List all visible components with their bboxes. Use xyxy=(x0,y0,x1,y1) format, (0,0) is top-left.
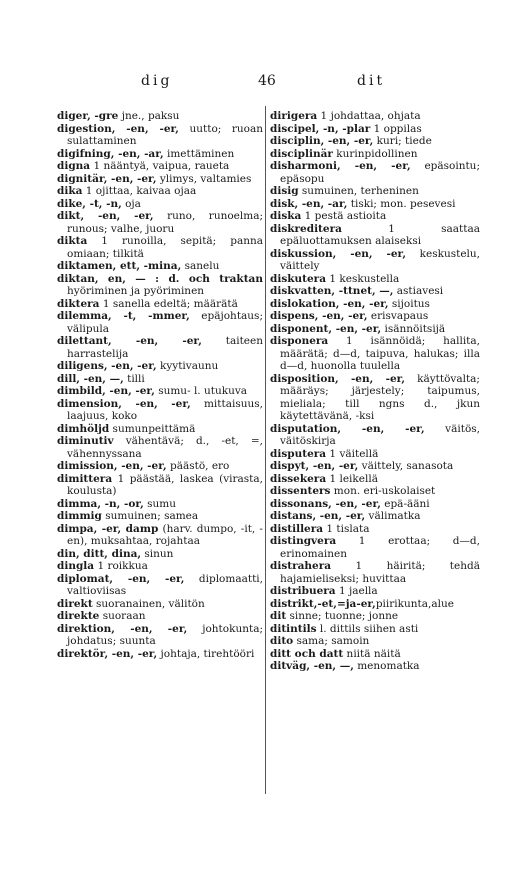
entry-definition: suoraan xyxy=(99,610,146,622)
entry-definition: 1 johdattaa, ohjata xyxy=(317,110,421,122)
dictionary-entry xyxy=(57,360,263,373)
entry-definition: ylimys, valtamies xyxy=(156,172,252,185)
dictionary-entry xyxy=(57,460,263,473)
left-column xyxy=(57,110,263,795)
entry-definition: sinne; tuonne; jonne xyxy=(286,610,399,622)
entry-definition: 1 oppilas xyxy=(370,122,422,135)
dictionary-entry xyxy=(57,198,263,211)
dictionary-entry xyxy=(270,523,480,536)
entry-definition: epä-ääni xyxy=(380,497,430,510)
entry-headword: dispyt, -en, -er, xyxy=(270,460,359,472)
dictionary-entry xyxy=(270,498,480,511)
dictionary-entry xyxy=(270,223,480,248)
dictionary-entry xyxy=(270,535,480,560)
entry-headword: dilemma, -t, -mmer, xyxy=(57,310,190,322)
entry-headword: dimission, -en, -er, xyxy=(57,460,167,472)
dictionary-entry xyxy=(270,298,480,311)
entry-definition: taiteen harrastelija xyxy=(67,335,263,360)
entry-headword: digifning, -en, -ar, xyxy=(57,147,164,160)
entry-headword: dill, -en, —, xyxy=(57,372,124,385)
dictionary-entry xyxy=(270,635,480,648)
entry-definition: 1 roikkua xyxy=(94,560,148,572)
entry-definition: 1 nääntyä, vaipua, raueta xyxy=(90,160,230,172)
entry-definition: tilli xyxy=(123,372,145,385)
dictionary-entry xyxy=(57,335,263,360)
dictionary-entry xyxy=(57,235,263,260)
entry-headword: disponent, -en, -er, xyxy=(270,322,382,335)
entry-definition: 1 väitellä xyxy=(326,447,379,460)
entry-headword: dimhöljd xyxy=(57,422,110,435)
entry-definition: sinun xyxy=(141,547,174,560)
entry-headword: dirigera xyxy=(270,110,318,122)
entry-definition: kuri; tiede xyxy=(373,135,432,147)
dictionary-entry xyxy=(57,273,263,298)
dictionary-entry xyxy=(270,485,480,498)
entry-definition: 1 erottaa; d—d, erinomainen xyxy=(280,535,480,560)
entry-headword: distribuera xyxy=(270,585,336,597)
dictionary-entry xyxy=(270,123,480,136)
entry-headword: dimension, -en, -er, xyxy=(57,397,191,410)
entry-headword: direkte xyxy=(57,610,100,622)
dictionary-entry xyxy=(270,598,480,611)
entry-definition: väitös, väitöskirja xyxy=(280,422,480,447)
entry-headword: distrikt,-et,=ja-er, xyxy=(270,597,376,610)
entry-definition: mon. eri-uskolaiset xyxy=(330,485,436,497)
dictionary-entry xyxy=(57,510,263,523)
dictionary-entry xyxy=(57,548,263,561)
entry-definition: sanelu xyxy=(181,260,220,272)
entry-definition: sijoitus xyxy=(388,297,430,310)
dictionary-entry xyxy=(270,148,480,161)
entry-definition: oja xyxy=(121,197,141,210)
entry-headword: disponera xyxy=(270,335,329,347)
entry-headword: disputation, -en, -er, xyxy=(270,422,425,435)
dictionary-entry xyxy=(270,623,480,636)
left-guide-word: dig xyxy=(141,73,173,89)
dictionary-entry xyxy=(57,435,263,460)
entry-definition: erisvapaus xyxy=(367,310,429,322)
entry-headword: dikta xyxy=(57,235,88,247)
dictionary-entry xyxy=(57,648,263,661)
entry-definition: sumu xyxy=(143,497,176,510)
entry-definition: hyöriminen ja pyöriminen xyxy=(67,285,205,297)
dictionary-entry xyxy=(270,310,480,323)
entry-headword: diktan, en, — : d. och traktan xyxy=(57,272,263,285)
dictionary-entry xyxy=(270,585,480,598)
dictionary-entry xyxy=(270,110,480,123)
dictionary-entry xyxy=(57,123,263,148)
entry-headword: dissenters xyxy=(270,485,331,497)
entry-definition: päästö, ero xyxy=(166,460,230,472)
entry-definition: 1 päästää, laskea (virasta, koulusta) xyxy=(67,472,263,497)
entry-definition: sumuinen, terheninen xyxy=(298,185,419,197)
dictionary-entry xyxy=(57,598,263,611)
entry-headword: dike, -t, -n, xyxy=(57,197,122,210)
entry-headword: dissekera xyxy=(270,472,327,485)
dictionary-entry xyxy=(57,473,263,498)
dictionary-entry xyxy=(270,273,480,286)
dictionary-entry xyxy=(270,373,480,423)
entry-headword: disciplin, -en, -er, xyxy=(270,135,374,147)
entry-headword: diligens, -en, -er, xyxy=(57,360,157,372)
dictionary-entry xyxy=(270,185,480,198)
entry-definition: sama; samoin xyxy=(293,635,370,647)
dictionary-entry xyxy=(270,323,480,336)
entry-headword: disciplinär xyxy=(270,147,333,160)
dictionary-entry xyxy=(57,498,263,511)
entry-definition: vähentävä; d., -et, =, vähennyssana xyxy=(67,435,263,460)
entry-definition: 1 pestä astioita xyxy=(301,210,387,222)
dictionary-entry xyxy=(57,173,263,186)
entry-headword: ditväg, -en, —, xyxy=(270,660,354,672)
entry-headword: dikt, -en, -er, xyxy=(57,210,154,222)
entry-headword: diminutiv xyxy=(57,435,114,447)
dictionary-entry xyxy=(270,448,480,461)
entry-definition: 1 keskustella xyxy=(326,272,400,285)
dictionary-entry xyxy=(270,198,480,211)
entry-headword: diktamen, ett, -mina, xyxy=(57,260,182,272)
entry-headword: dislokation, -en, -er, xyxy=(270,297,389,310)
entry-headword: diskussion, -en, -er, xyxy=(270,247,406,260)
dictionary-entry xyxy=(57,623,263,648)
entry-headword: disharmoni, -en, -er, xyxy=(270,160,411,172)
entry-headword: diger, -gre xyxy=(57,110,119,122)
entry-headword: discipel, -n, -plar xyxy=(270,122,371,135)
entry-definition: mittaisuus, laajuus, koko xyxy=(67,397,263,422)
dictionary-entry xyxy=(270,560,480,585)
entry-headword: dilettant, -en, -er, xyxy=(57,335,202,347)
dictionary-entry xyxy=(57,610,263,623)
entry-headword: dimmig xyxy=(57,510,102,522)
entry-definition: 1 jaella xyxy=(335,585,378,597)
entry-definition: suoranainen, välitön xyxy=(92,597,205,610)
entry-definition: menomatka xyxy=(353,660,420,672)
entry-headword: dissonans, -en, -er, xyxy=(270,497,381,510)
entry-headword: diplomat, -en, -er, xyxy=(57,572,185,585)
entry-definition: jne., paksu xyxy=(118,110,180,122)
entry-definition: käyttövalta; määräys; järjestely; taipumus, mieliala; till ngns d., jkun käytettävänä, -ksi xyxy=(280,372,480,422)
dictionary-entry xyxy=(57,110,263,123)
entry-definition: epäjohtaus; välipula xyxy=(67,310,263,335)
page-header xyxy=(0,73,520,93)
entry-headword: ditt och datt xyxy=(270,647,344,660)
entry-definition: 1 saattaa epäluottamuksen alaiseksi xyxy=(280,222,480,247)
entry-headword: disposition, -en, -er, xyxy=(270,372,406,385)
entry-definition: tiski; mon. pesevesi xyxy=(347,197,456,210)
entry-definition: uutto; ruoan sulattaminen xyxy=(67,122,263,147)
entry-definition: diplomaatti, valtioviisas xyxy=(67,572,263,597)
entry-definition: 1 isännöidä; hallita, määrätä; d—d, taipuva, halukas; illa d—d, huonolla tuulella xyxy=(280,335,480,372)
right-column xyxy=(270,110,480,795)
entry-headword: ditintils xyxy=(270,622,317,635)
entry-headword: diskutera xyxy=(270,272,327,285)
entry-headword: distrahera xyxy=(270,560,332,572)
entry-headword: digna xyxy=(57,160,91,172)
entry-definition: l. dittils siihen asti xyxy=(316,622,419,635)
dictionary-entry xyxy=(57,573,263,598)
entry-definition: imettäminen xyxy=(163,147,235,160)
dictionary-entry xyxy=(270,423,480,448)
page-number: 46 xyxy=(258,73,276,89)
dictionary-entry xyxy=(270,210,480,223)
dictionary-entry xyxy=(57,185,263,198)
dictionary-entry xyxy=(57,260,263,273)
dictionary-entry xyxy=(57,560,263,573)
entry-definition: kurinpidollinen xyxy=(332,147,418,160)
entry-headword: dingla xyxy=(57,560,95,572)
dictionary-entry xyxy=(57,310,263,335)
entry-headword: distans, -en, -er, xyxy=(270,510,366,522)
entry-definition: kyytivaunu xyxy=(156,360,219,372)
dictionary-entry xyxy=(270,160,480,185)
entry-headword: diktera xyxy=(57,297,100,310)
column-divider xyxy=(265,106,266,794)
entry-definition: johtaja, tirehtööri xyxy=(157,647,255,660)
entry-headword: direktör, -en, -er, xyxy=(57,647,158,660)
dictionary-entry xyxy=(57,373,263,386)
entry-definition: epäsointu; epäsopu xyxy=(280,160,480,185)
dictionary-entry xyxy=(57,423,263,436)
entry-headword: dignitär, -en, -er, xyxy=(57,172,157,185)
entry-definition: 1 runoilla, sepitä; panna omiaan; tilkitä xyxy=(67,235,263,260)
entry-definition: piirikunta,alue xyxy=(375,597,454,610)
dictionary-entry xyxy=(270,648,480,661)
entry-definition: (harv. dumpo, -it, -en), muksahtaa, rojahtaa xyxy=(67,522,263,547)
entry-headword: direkt xyxy=(57,597,93,610)
entry-headword: dika xyxy=(57,185,83,197)
entry-headword: disk, -en, -ar, xyxy=(270,197,348,210)
entry-definition: 1 tislata xyxy=(323,522,370,535)
entry-headword: direktion, -en, -er, xyxy=(57,622,188,635)
dictionary-entry xyxy=(57,385,263,398)
dictionary-entry xyxy=(270,460,480,473)
entry-headword: disputera xyxy=(270,447,327,460)
entry-headword: dimbild, -en, -er, xyxy=(57,385,155,397)
entry-definition: 1 sanella edeltä; määrätä xyxy=(99,297,238,310)
dictionary-entry xyxy=(57,398,263,423)
entry-definition: sumunpeittämä xyxy=(109,422,196,435)
entry-headword: dit xyxy=(270,610,287,622)
dictionary-entry xyxy=(270,660,480,673)
entry-definition: väittely, sanasota xyxy=(358,460,454,472)
entry-headword: diskvatten, -ttnet, —, xyxy=(270,285,394,297)
entry-headword: dimma, -n, -or, xyxy=(57,497,144,510)
entry-headword: diska xyxy=(270,210,302,222)
entry-headword: dispens, -en, -er, xyxy=(270,310,368,322)
entry-definition: sumuinen; samea xyxy=(101,510,199,522)
right-guide-word: dit xyxy=(357,73,386,89)
entry-headword: disig xyxy=(270,185,299,197)
dictionary-entry xyxy=(57,148,263,161)
dictionary-entry xyxy=(270,610,480,623)
dictionary-entry xyxy=(57,210,263,235)
entry-definition: isännöitsijä xyxy=(381,322,446,335)
entry-definition: sumu- l. utukuva xyxy=(154,385,248,397)
entry-definition: välimatka xyxy=(365,510,421,522)
entry-headword: din, ditt, dina, xyxy=(57,547,142,560)
dictionary-entry xyxy=(57,523,263,548)
entry-definition: 1 leikellä xyxy=(326,472,378,485)
dictionary-entry xyxy=(270,510,480,523)
dictionary-entry xyxy=(270,285,480,298)
entry-definition: johtokunta; johdatus; suunta xyxy=(67,622,263,647)
entry-definition: runo, runoelma; runous; valhe, juoru xyxy=(67,210,263,235)
dictionary-entry xyxy=(57,160,263,173)
dictionary-entry xyxy=(270,473,480,486)
entry-headword: dimpa, -er, damp xyxy=(57,522,159,535)
dictionary-entry xyxy=(57,298,263,311)
entry-headword: diskreditera xyxy=(270,222,342,235)
entry-definition: astiavesi xyxy=(393,285,444,297)
dictionary-entry xyxy=(270,335,480,373)
entry-headword: dimittera xyxy=(57,472,113,485)
entry-headword: digestion, -en, -er, xyxy=(57,122,179,135)
entry-definition: niitä näitä xyxy=(343,647,401,660)
entry-definition: keskustelu, väittely xyxy=(280,247,480,272)
dictionary-entry xyxy=(270,248,480,273)
entry-headword: distillera xyxy=(270,522,324,535)
dictionary-entry xyxy=(270,135,480,148)
entry-definition: 1 ojittaa, kaivaa ojaa xyxy=(82,185,197,197)
entry-headword: distingvera xyxy=(270,535,337,547)
entry-definition: 1 häiritä; tehdä hajamieliseksi; huvittaa xyxy=(280,560,480,585)
entry-headword: dito xyxy=(270,635,294,647)
